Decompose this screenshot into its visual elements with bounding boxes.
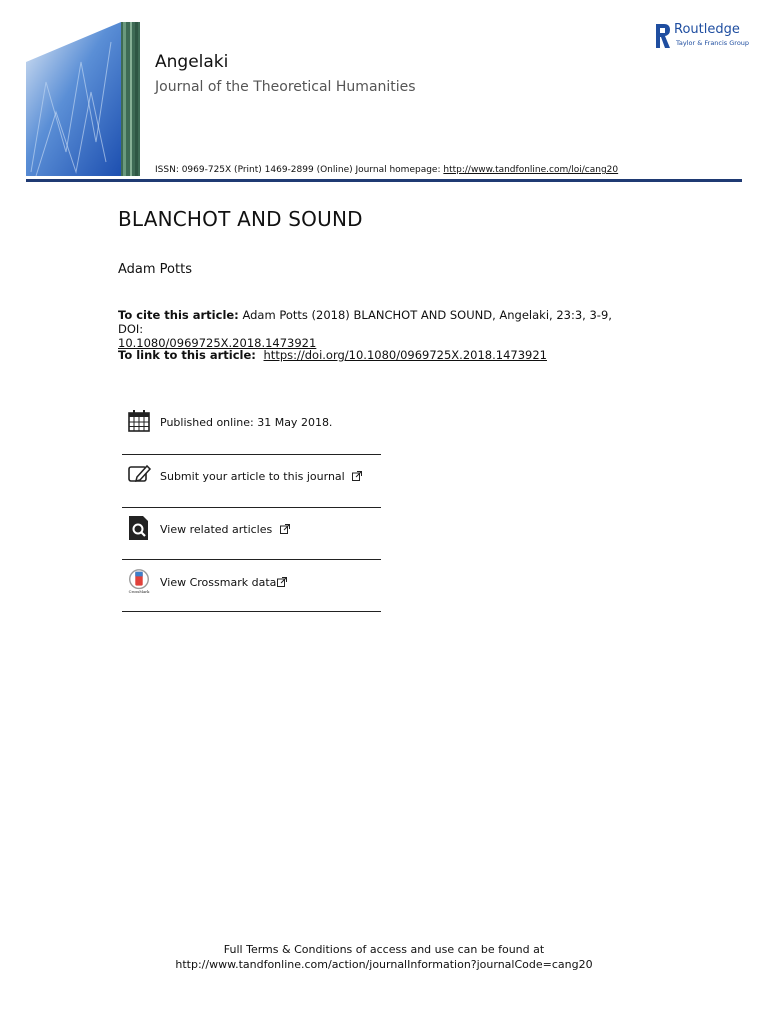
article-title: BLANCHOT AND SOUND xyxy=(118,207,363,231)
cite-doi-link[interactable]: 10.1080/0969725X.2018.1473921 xyxy=(118,336,317,350)
footer-terms-link[interactable]: http://www.tandfonline.com/action/journalInformation?journalCode=cang20 xyxy=(175,958,593,971)
submit-article-label: Submit your article to this journal xyxy=(160,470,345,483)
footer xyxy=(0,942,768,972)
divider xyxy=(122,611,381,612)
article-link-line xyxy=(118,348,547,362)
edit-icon xyxy=(126,462,152,488)
crossmark-text xyxy=(160,576,287,589)
cite-label: To cite this article: xyxy=(118,308,239,322)
footer-terms-text: Full Terms & Conditions of access and use can be found at xyxy=(223,943,545,956)
publisher-name: Routledge xyxy=(674,22,740,37)
cite-text: Adam Potts (2018) BLANCHOT AND SOUND, Angelaki, 23:3, 3-9, DOI: xyxy=(118,308,612,336)
related-articles-link[interactable] xyxy=(122,515,381,565)
crossmark-icon xyxy=(126,568,152,594)
external-link-icon xyxy=(280,524,290,534)
header-rule xyxy=(26,179,742,182)
journal-cover-image xyxy=(26,22,140,176)
published-online-item xyxy=(122,408,381,458)
external-link-icon xyxy=(352,471,362,481)
calendar-icon xyxy=(126,408,152,434)
published-online-text: Published online: 31 May 2018. xyxy=(160,416,333,429)
publisher-group: Taylor & Francis Group xyxy=(676,39,750,47)
issn-line xyxy=(155,165,618,175)
search-document-icon xyxy=(126,515,152,541)
crossmark-label: View Crossmark data xyxy=(160,576,277,589)
link-label: To link to this article: xyxy=(118,348,256,362)
citation xyxy=(118,308,638,350)
related-articles-label: View related articles xyxy=(160,523,273,536)
crossmark-caption: CrossMark xyxy=(128,590,150,594)
issn-text: ISSN: 0969-725X (Print) 1469-2899 (Online) Journal homepage: xyxy=(155,165,441,175)
external-link-icon xyxy=(277,577,287,587)
related-articles-text xyxy=(160,523,290,536)
article-doi-link[interactable]: https://doi.org/10.1080/0969725X.2018.1473921 xyxy=(263,348,547,362)
routledge-logo-icon xyxy=(654,22,672,50)
journal-title: Angelaki xyxy=(155,52,229,72)
divider xyxy=(122,507,381,508)
article-author: Adam Potts xyxy=(118,262,192,277)
journal-homepage-link[interactable]: http://www.tandfonline.com/loi/cang20 xyxy=(443,165,619,175)
divider xyxy=(122,454,381,455)
submit-article-link[interactable] xyxy=(122,462,381,512)
journal-subtitle: Journal of the Theoretical Humanities xyxy=(155,79,416,95)
submit-article-text xyxy=(160,470,362,483)
divider xyxy=(122,559,381,560)
